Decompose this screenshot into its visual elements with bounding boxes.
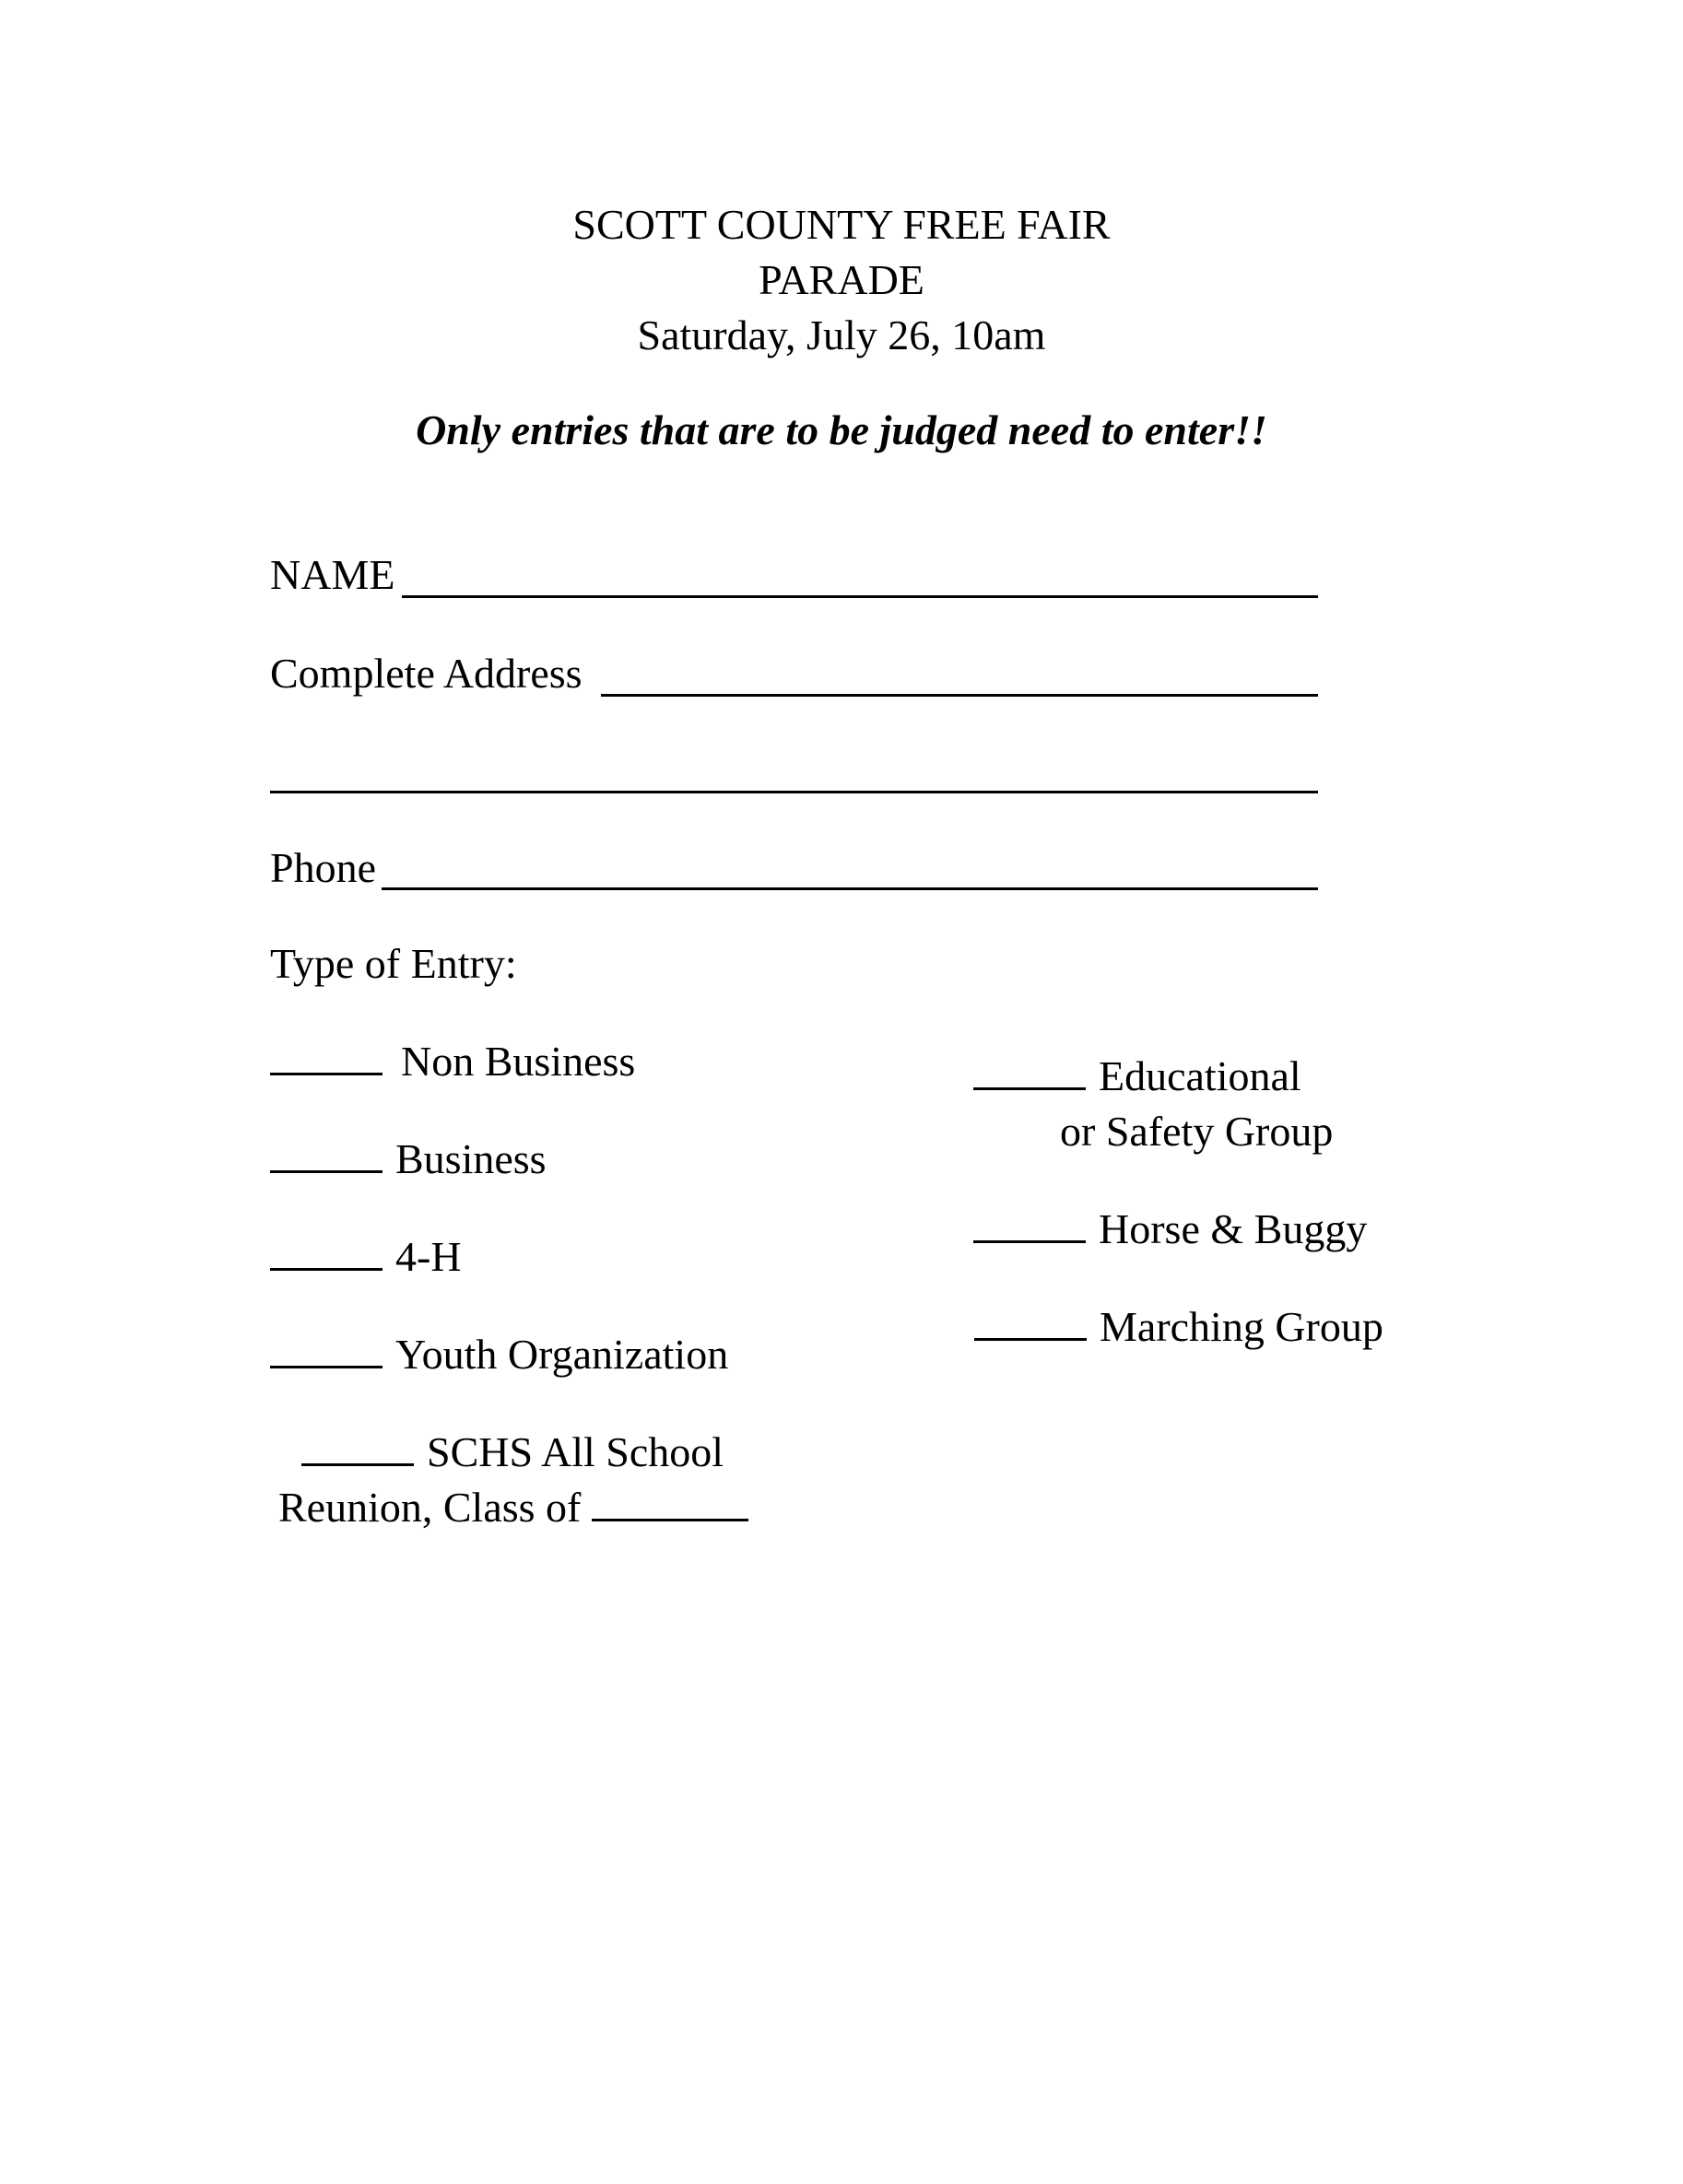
event-date: Saturday, July 26, 10am (637, 311, 1046, 358)
option-label: 4-H (395, 1233, 462, 1280)
address-field-line-2[interactable] (270, 791, 1318, 793)
option-label: Non Business (401, 1038, 636, 1085)
entry-option-marching-group[interactable] (974, 1301, 1383, 1353)
entry-option-non-business[interactable] (270, 1036, 635, 1087)
address-field-line[interactable] (601, 694, 1318, 697)
phone-field-line[interactable] (382, 887, 1318, 890)
entry-option-horse-buggy[interactable] (973, 1204, 1367, 1255)
option-label: Marching Group (1100, 1303, 1383, 1350)
form-subtitle: PARADE (759, 256, 924, 303)
checkbox-blank[interactable] (270, 1073, 382, 1075)
class-of-label: Reunion, Class of (278, 1484, 582, 1531)
option-label: SCHS All School (427, 1428, 724, 1475)
class-year-blank[interactable] (592, 1519, 748, 1521)
entry-option-youth-organization[interactable] (270, 1329, 728, 1380)
entry-option-schs-reunion[interactable] (301, 1427, 724, 1478)
educational-safety-continued: or Safety Group (1060, 1108, 1334, 1155)
checkbox-blank[interactable] (270, 1366, 382, 1368)
checkbox-blank[interactable] (973, 1087, 1086, 1090)
option-label: Educational (1099, 1052, 1301, 1099)
checkbox-blank[interactable] (270, 1268, 382, 1271)
checkbox-blank[interactable] (301, 1463, 414, 1466)
checkbox-blank[interactable] (974, 1338, 1087, 1341)
entry-option-4h[interactable] (270, 1231, 462, 1283)
checkbox-blank[interactable] (973, 1240, 1086, 1243)
option-label: Youth Organization (395, 1331, 729, 1378)
form-title: SCOTT COUNTY FREE FAIR (572, 201, 1111, 248)
option-label: Horse & Buggy (1099, 1205, 1368, 1252)
name-field-line[interactable] (402, 595, 1318, 598)
option-label: Business (395, 1135, 547, 1182)
name-label: NAME (270, 551, 395, 598)
schs-class-of (278, 1482, 748, 1533)
checkbox-blank[interactable] (270, 1170, 382, 1173)
entry-option-educational-safety[interactable] (973, 1051, 1301, 1102)
entry-option-business[interactable] (270, 1133, 547, 1185)
judging-notice: Only entries that are to be judged need to enter!! (416, 406, 1267, 453)
phone-label: Phone (270, 844, 376, 891)
address-label: Complete Address (270, 650, 583, 697)
entry-type-heading: Type of Entry: (270, 940, 517, 987)
